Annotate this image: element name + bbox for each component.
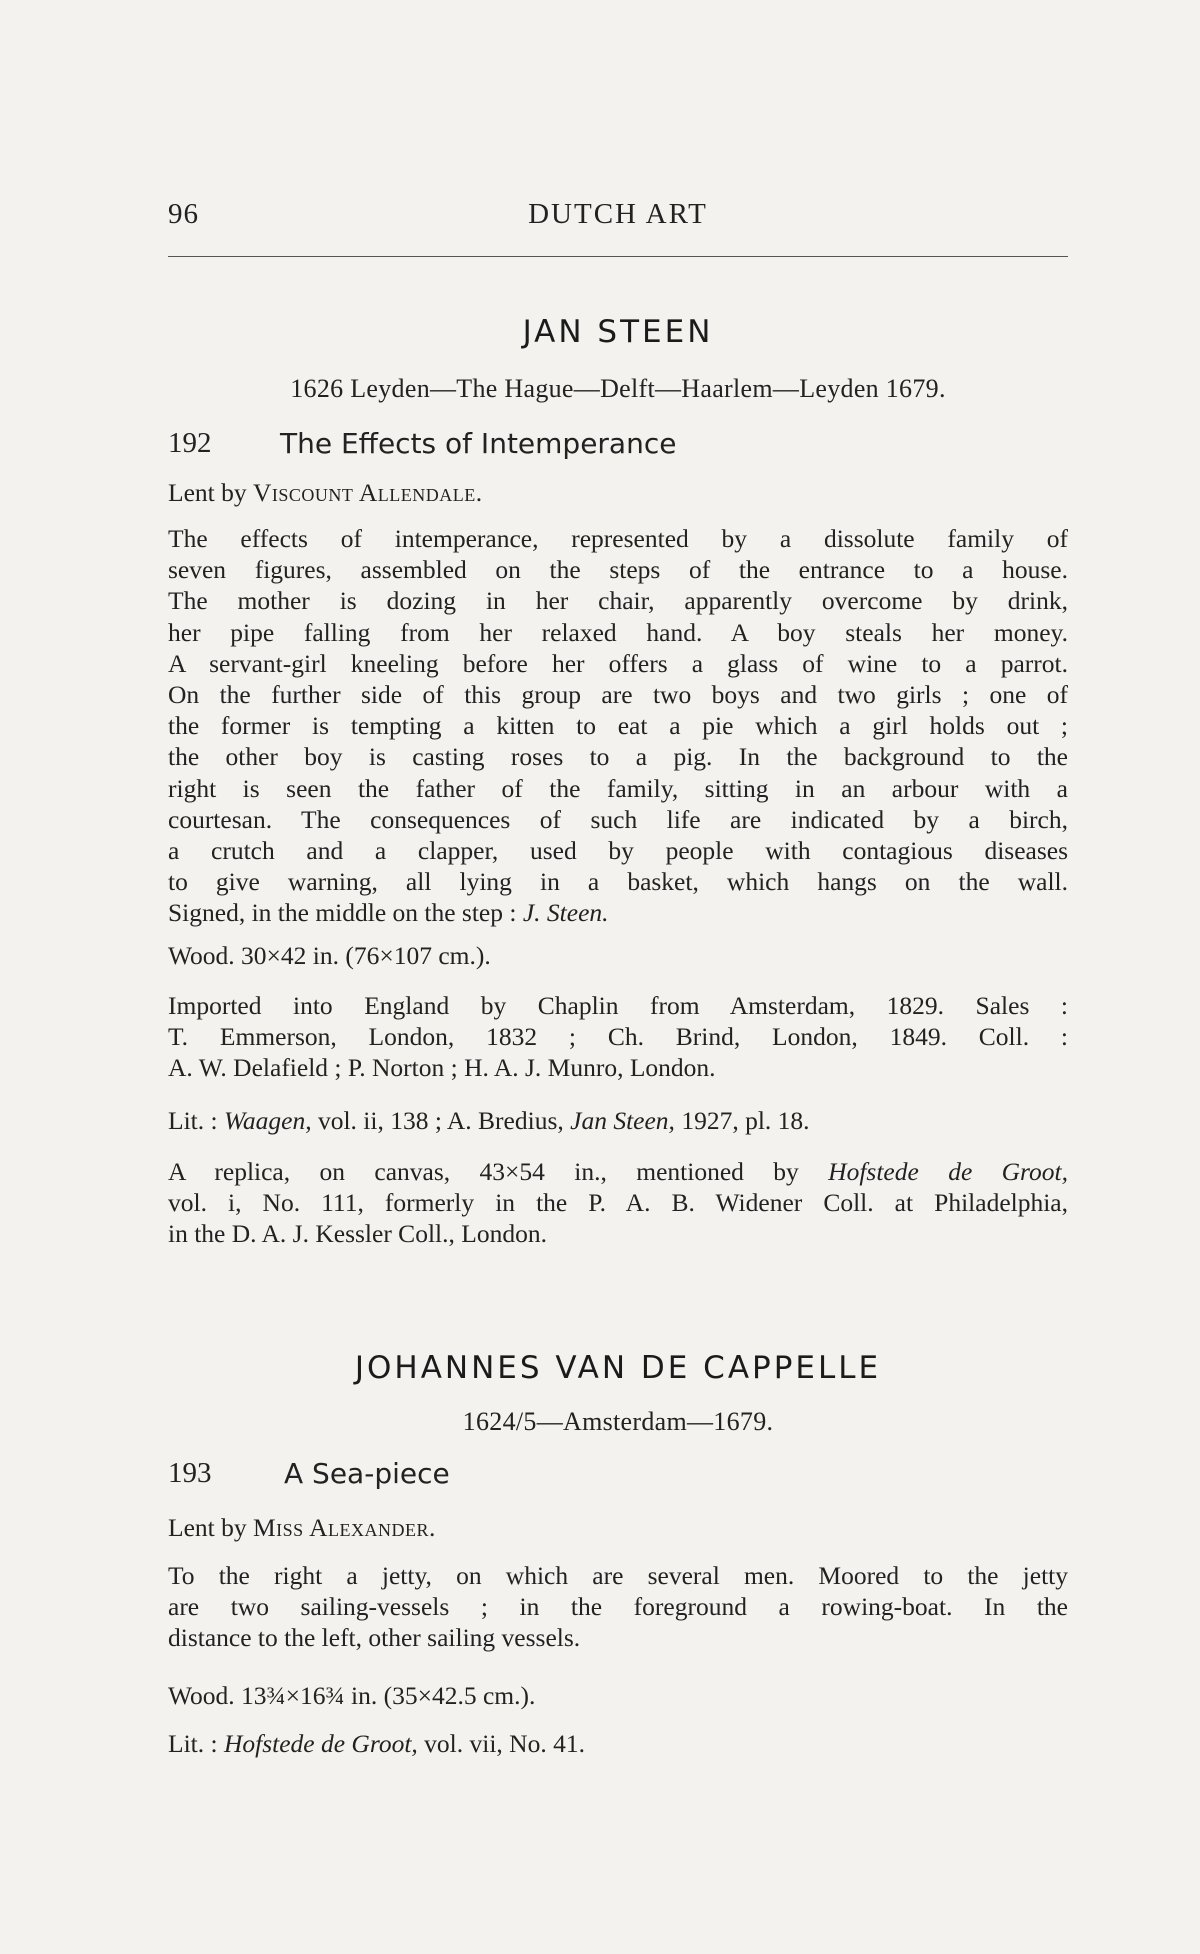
- replica-line: [168, 1156, 1068, 1187]
- provenance: [168, 990, 1068, 1084]
- artist-name: JAN STEEN: [522, 314, 714, 350]
- provenance-line: A. W. Delafield ; P. Norton ; H. A. J. Munro, London.: [168, 1053, 716, 1083]
- provenance-line: T. Emmerson, London, 1832 ; Ch. Brind, London, 1849. Coll. :: [168, 1022, 1068, 1052]
- replica-text: A replica, on canvas, 43×54 in., mentioned by: [168, 1157, 799, 1186]
- lent-by-label: Lent by: [168, 1513, 247, 1542]
- lit-reference: vol. ii, 138 ; A. Bredius,: [317, 1106, 564, 1135]
- lender-line: [168, 477, 1068, 508]
- signature: J. Steen.: [522, 898, 609, 928]
- lent-by-label: Lent by: [168, 478, 247, 507]
- description-line: are two sailing-vessels ; in the foreground a rowing-boat. In the: [168, 1592, 1068, 1622]
- lender-line: [168, 1512, 1068, 1543]
- lit-author: Waagen,: [223, 1106, 312, 1135]
- signed-text: Signed, in the middle on the step :: [168, 898, 517, 928]
- artwork-description: [168, 523, 1068, 928]
- description-line: seven figures, assembled on the steps of the entrance to a house.: [168, 555, 1068, 585]
- replica-note: [168, 1156, 1068, 1250]
- description-line: the other boy is casting roses to a pig. In the background to the: [168, 742, 1068, 772]
- description-line: courtesan. The consequences of such life are indicated by a birch,: [168, 804, 1068, 834]
- description-line: to give warning, all lying in a basket, which hangs on the wall.: [168, 867, 1068, 897]
- replica-author: Hofstede de Groot,: [828, 1157, 1068, 1186]
- page-number: 96: [168, 198, 199, 230]
- provenance-line: Imported into England by Chaplin from Amsterdam, 1829. Sales :: [168, 991, 1068, 1020]
- description-line: distance to the left, other sailing vessels.: [168, 1623, 581, 1653]
- artwork-title: A Sea-piece: [284, 1457, 450, 1490]
- lit-label: Lit. :: [168, 1729, 218, 1758]
- literature: [168, 1105, 1068, 1136]
- replica-line: vol. i, No. 111, formerly in the P. A. B. Widener Coll. at Philadelphia,: [168, 1188, 1068, 1218]
- literature: [168, 1728, 1068, 1759]
- description-line: the former is tempting a kitten to eat a pie which a girl holds out ;: [168, 711, 1068, 741]
- catalogue-number: 192: [168, 427, 212, 459]
- artwork-title: The Effects of Intemperance: [280, 427, 677, 460]
- header-rule: [168, 256, 1068, 257]
- catalogue-number: 193: [168, 1457, 212, 1489]
- artist-dates: 1624/5—Amsterdam—1679.: [462, 1407, 774, 1436]
- artwork-description: [168, 1560, 1068, 1654]
- description-line: On the further side of this group are two boys and two girls ; one of: [168, 679, 1068, 709]
- support-dimensions: Wood. 13¾×16¾ in. (35×42.5 cm.).: [168, 1681, 536, 1710]
- running-title: DUTCH ART: [528, 198, 708, 230]
- lit-reference: 1927, pl. 18.: [681, 1106, 810, 1135]
- lit-label: Lit. :: [168, 1106, 218, 1135]
- description-line: The effects of intemperance, represented by a dissolute family of: [168, 524, 1068, 553]
- artist-dates: 1626 Leyden—The Hague—Delft—Haarlem—Leyden 1679.: [290, 374, 946, 403]
- replica-line: in the D. A. J. Kessler Coll., London.: [168, 1219, 547, 1249]
- signature-line: [168, 897, 1068, 928]
- artist-name: JOHANNES VAN DE CAPPELLE: [354, 1350, 882, 1386]
- page-header: [168, 198, 1068, 238]
- description-line: A servant-girl kneeling before her offers a glass of wine to a parrot.: [168, 648, 1068, 678]
- lender-name: Miss Alexander.: [252, 1513, 436, 1542]
- description-line: right is seen the father of the family, sitting in an arbour with a: [168, 773, 1068, 803]
- lit-reference: vol. vii, No. 41.: [424, 1729, 585, 1758]
- description-line: The mother is dozing in her chair, apparently overcome by drink,: [168, 586, 1068, 616]
- description-line: a crutch and a clapper, used by people with contagious diseases: [168, 835, 1068, 865]
- lit-author: Hofstede de Groot,: [223, 1729, 418, 1758]
- lender-name: Viscount Allendale.: [252, 478, 483, 507]
- description-line: her pipe falling from her relaxed hand. A boy steals her money.: [168, 617, 1068, 647]
- lit-work-title: Jan Steen,: [570, 1106, 675, 1135]
- description-line: To the right a jetty, on which are several men. Moored to the jetty: [168, 1561, 1068, 1590]
- support-dimensions: Wood. 30×42 in. (76×107 cm.).: [168, 941, 491, 970]
